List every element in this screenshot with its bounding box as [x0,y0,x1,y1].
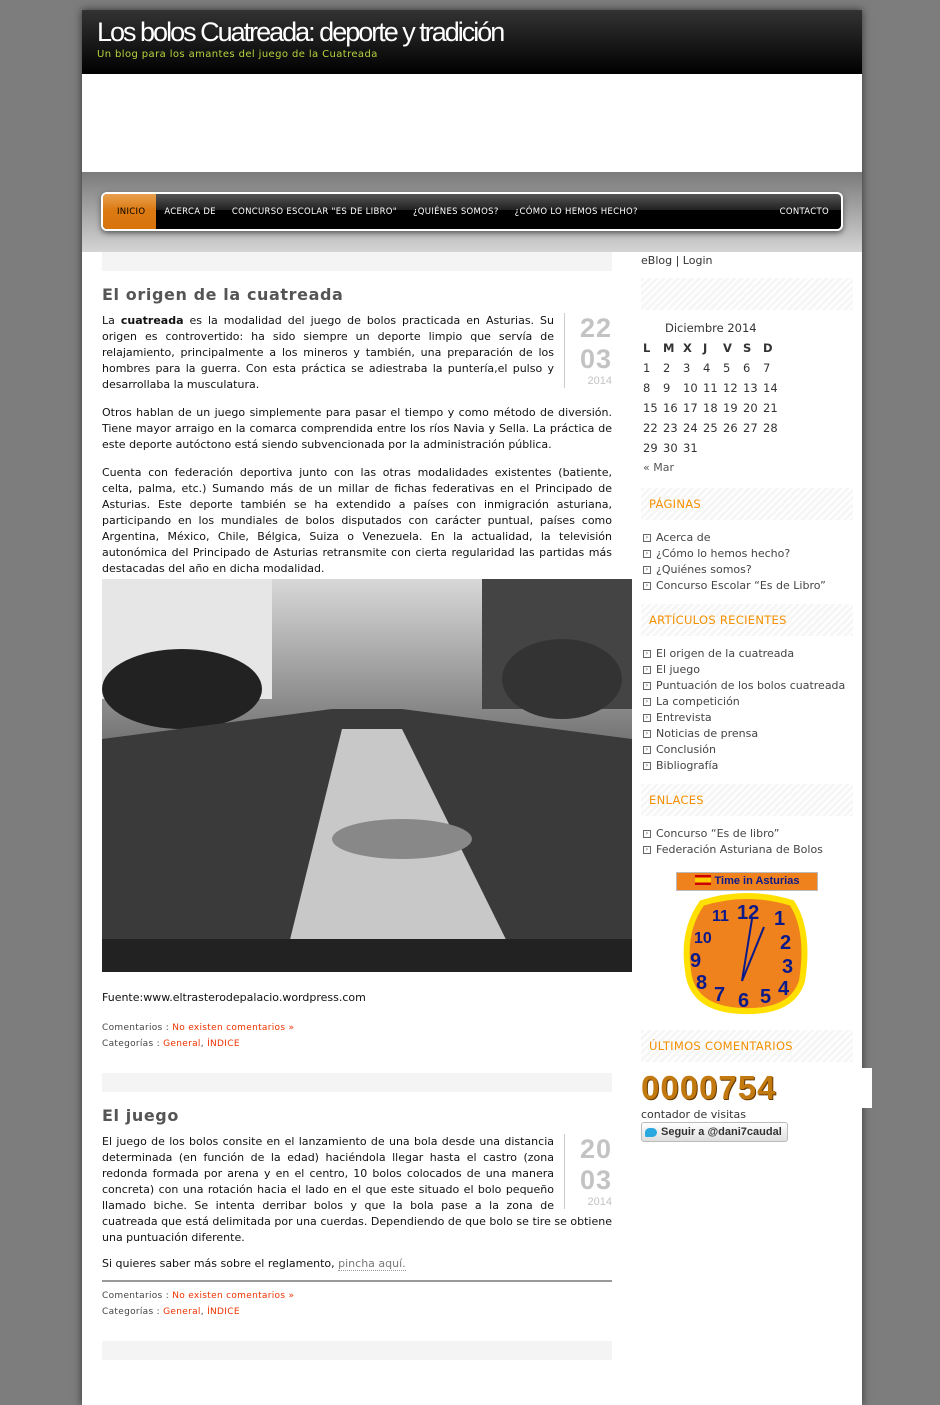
post-date [564,1134,612,1209]
banner [82,74,862,172]
calendar-day: 28 [763,421,778,435]
svg-text:9: 9 [690,950,702,972]
calendar-day: 2 [663,361,671,375]
widget-title-pages: PÁGINAS [641,488,853,520]
calendar-day: 10 [683,381,698,395]
twitter-bird-icon [645,1128,657,1137]
clock-title: Time in Asturias [714,875,800,887]
calendar-day: 21 [763,401,778,415]
svg-text:6: 6 [738,990,750,1012]
recent-post-link[interactable]: › Puntuación de los bolos cuatreada [643,678,853,694]
page-link[interactable]: › ¿Quiénes somos? [643,562,853,578]
calendar [641,320,853,478]
calendar-day [741,438,761,458]
clock-icon [682,891,812,1015]
bowling-crowd-photo [102,579,632,972]
svg-text:3: 3 [782,956,794,978]
spain-flag-icon [695,875,711,885]
calendar-day: 4 [703,361,711,375]
photo-source: Fuente:www.eltrasterodepalacio.wordpress.com [102,991,366,1004]
svg-text:11: 11 [712,908,729,925]
post-paragraph: El juego de los bolos consite en el lanzamiento de una bola desde una distancia determinada (en función de la edad) haciéndola llegar hasta el castro (zona redonda formada por arena y en el centro, 10 bolos colocados de una manera concreta) con una rotación hacia el lado en el que este situado el bolo pequeño llamado biche. Se intenta derribar bolos y que la bola pase a la zona de cuatreada que está delimitada por una cuerdas. Dependiendo de que bolo se tire se obtiene una puntuación diferente. [102,1135,612,1244]
calendar-day: 22 [643,421,658,435]
svg-text:5: 5 [760,986,772,1008]
svg-text:4: 4 [778,978,790,1000]
date-month: 03 [579,1165,612,1195]
arrow-box-icon: › [643,534,651,542]
calendar-day-header: J [703,341,708,355]
calendar-day [761,438,781,458]
arrow-box-icon: › [643,846,651,854]
calendar-day: 9 [663,381,671,395]
calendar-day: 23 [663,421,678,435]
calendar-day-header: L [643,341,651,355]
category-link[interactable]: ÍNDICE [207,1307,240,1317]
calendar-day: 27 [743,421,758,435]
calendar-day: 6 [743,361,751,375]
calendar-day: 7 [763,361,771,375]
svg-text:7: 7 [714,984,726,1006]
arrow-box-icon: › [643,682,651,690]
page-link[interactable]: › Concurso Escolar “Es de Libro” [643,578,853,594]
widget-title-links: ENLACES [641,784,853,816]
blog-login: eBlog | Login [641,254,713,267]
recent-post-link[interactable]: › La competición [643,694,853,710]
arrow-box-icon: › [643,582,651,590]
nav-concurso[interactable]: CONCURSO ESCOLAR "ES DE LIBRO" [231,206,397,217]
arrow-box-icon: › [643,650,651,658]
recent-post-link[interactable]: › El juego [643,662,853,678]
date-year: 2014 [587,375,612,387]
calendar-day: 30 [663,441,678,455]
post-paragraph: Si quieres saber más sobre el reglamento, pincha aquí. [102,1257,406,1270]
reglamento-link[interactable]: pincha aquí. [338,1257,406,1270]
arrow-box-icon: › [643,666,651,674]
comments-link[interactable]: No existen comentarios » [172,1291,295,1301]
arrow-box-icon: › [643,566,651,574]
calendar-prev-link[interactable]: « Mar [643,461,674,474]
arrow-box-icon: › [643,698,651,706]
external-link[interactable]: › Federación Asturiana de Bolos [643,842,853,858]
main-content [102,252,612,1360]
arrow-box-icon: › [643,714,651,722]
post-paragraph: Otros hablan de un juego simplemente para pasar el tiempo y como método de diversión. Tiene mayor arraigo en la comarca comprendida entre los ríos Navia y Sella. La práctica de este deporte autóctono está siendo subvencionada por la administración pública. [102,406,612,451]
category-link[interactable]: General [163,1039,201,1049]
calendar-day: 20 [743,401,758,415]
post-title[interactable]: El origen de la cuatreada [102,285,344,304]
widget-title-recent: ARTÍCULOS RECIENTES [641,604,853,636]
clock-widget[interactable] [676,872,818,1018]
calendar-day: 15 [643,401,658,415]
calendar-day: 12 [723,381,738,395]
calendar-day: 8 [643,381,651,395]
divider [102,1280,612,1282]
svg-text:12: 12 [737,902,760,924]
svg-text:1: 1 [774,908,786,930]
site-title[interactable]: Los bolos Cuatreada: deporte y tradición [97,17,504,47]
external-link[interactable]: › Concurso “Es de libro” [643,826,853,842]
category-link[interactable]: ÍNDICE [207,1039,240,1049]
calendar-day: 5 [723,361,731,375]
post-paragraph: La cuatreada es la modalidad del juego de bolos practicada en Asturias. Su origen es controvertido: ha sido siempre un deporte limpio que servía de relajamiento, principalmente a los mineros y también, una preparación de los hombres para la guerra. Con esta práctica se adiestraba la puntería,el pulso y desarrollaba la musculatura. [102,314,554,391]
calendar-day: 1 [643,361,651,375]
recent-post-link[interactable]: › Noticias de prensa [643,726,853,742]
calendar-day: 19 [723,401,738,415]
site-tagline: Un blog para los amantes del juego de la Cuatreada [97,49,378,60]
post-meta: Comentarios : No existen comentarios » Categorías : General, ÍNDICE [102,1291,295,1317]
nav-como-lo-hemos-hecho[interactable]: ¿CÓMO LO HEMOS HECHO? [514,206,638,217]
post-divider-bar [102,252,612,271]
nav-area [82,172,862,252]
arrow-box-icon: › [643,746,651,754]
recent-post-link[interactable]: › El origen de la cuatreada [643,646,853,662]
date-month: 03 [579,344,612,374]
page [82,10,862,1405]
eblog-link[interactable]: eBlog [641,254,673,267]
arrow-box-icon: › [643,830,651,838]
widget-header-blank [641,278,853,310]
visit-counter: 0000754 [641,1068,872,1108]
page-link[interactable]: › Acerca de [643,530,853,546]
arrow-box-icon: › [643,730,651,738]
twitter-follow-button[interactable]: Seguir a @dani7caudal [641,1122,788,1142]
svg-text:8: 8 [696,972,708,994]
calendar-day-header: X [683,341,692,355]
sidebar [641,252,853,1142]
recent-post-link[interactable]: › Bibliografía [643,758,853,774]
post-title[interactable]: El juego [102,1106,179,1125]
links-list [643,826,853,858]
calendar-day: 25 [703,421,718,435]
widget-title-comments: ÚLTIMOS COMENTARIOS [641,1030,853,1062]
calendar-day-header: V [723,341,732,355]
arrow-box-icon: › [643,762,651,770]
calendar-day-header: M [663,341,675,355]
main-nav [101,192,843,231]
login-link[interactable]: Login [682,254,713,267]
nav-quienes-somos[interactable]: ¿QUIÉNES SOMOS? [413,206,499,217]
pages-list [643,530,853,594]
calendar-day: 14 [763,381,778,395]
post-paragraph: Cuenta con federación deportiva junto con las otras modalidades existentes (batiente, celta, palma, etc.) Sumando más de un millar de fichas federativas en el Principado de Asturias. Este deporte también se ha extendido a países con inmigración asturiana, participando en los mundiales de bolos disputados con carácter puntual, países como Argentina, México, Chile, Bélgica, Suiza o Venezuela. En la actualidad, la televisión autonómica del Principado de Asturias retransmite con cierta regularidad las partidas más destacadas del año en dicha modalidad. [102,466,612,575]
post-meta: Comentarios : No existen comentarios » Categorías : General, ÍNDICE [102,1023,295,1049]
recent-posts-list [643,646,853,774]
calendar-day: 24 [683,421,698,435]
nav-acerca-de[interactable]: ACERCA DE [164,206,216,217]
calendar-day: 29 [643,441,658,455]
calendar-day: 26 [723,421,738,435]
recent-post-link[interactable]: › Entrevista [643,710,853,726]
calendar-day: 11 [703,381,718,395]
date-year: 2014 [587,1196,612,1208]
calendar-day: 31 [683,441,698,455]
post [102,252,612,1052]
page-link[interactable]: › ¿Cómo lo hemos hecho? [643,546,853,562]
nav-inicio[interactable]: INICIO [103,194,156,229]
comments-link[interactable]: No existen comentarios » [172,1023,295,1033]
calendar-day: 17 [683,401,698,415]
arrow-box-icon: › [643,550,651,558]
post [102,1073,612,1360]
date-day: 22 [579,313,612,343]
counter-label: contador de visitas [641,1108,746,1121]
recent-post-link[interactable]: › Conclusión [643,742,853,758]
calendar-day-header: S [743,341,752,355]
calendar-day-header: D [763,341,773,355]
calendar-day: 18 [703,401,718,415]
calendar-day: 16 [663,401,678,415]
header [82,10,862,74]
calendar-day: 3 [683,361,691,375]
post-date [564,313,612,388]
calendar-day [701,438,721,458]
calendar-caption: Diciembre 2014 [665,321,757,335]
date-day: 20 [579,1134,612,1164]
calendar-day [721,438,741,458]
nav-contacto[interactable]: CONTACTO [779,206,829,217]
svg-text:2: 2 [780,932,792,954]
post-divider-bar [102,1073,612,1092]
category-link[interactable]: General [163,1307,201,1317]
calendar-day: 13 [743,381,758,395]
svg-text:10: 10 [694,930,712,947]
post-divider-bar [102,1341,612,1360]
